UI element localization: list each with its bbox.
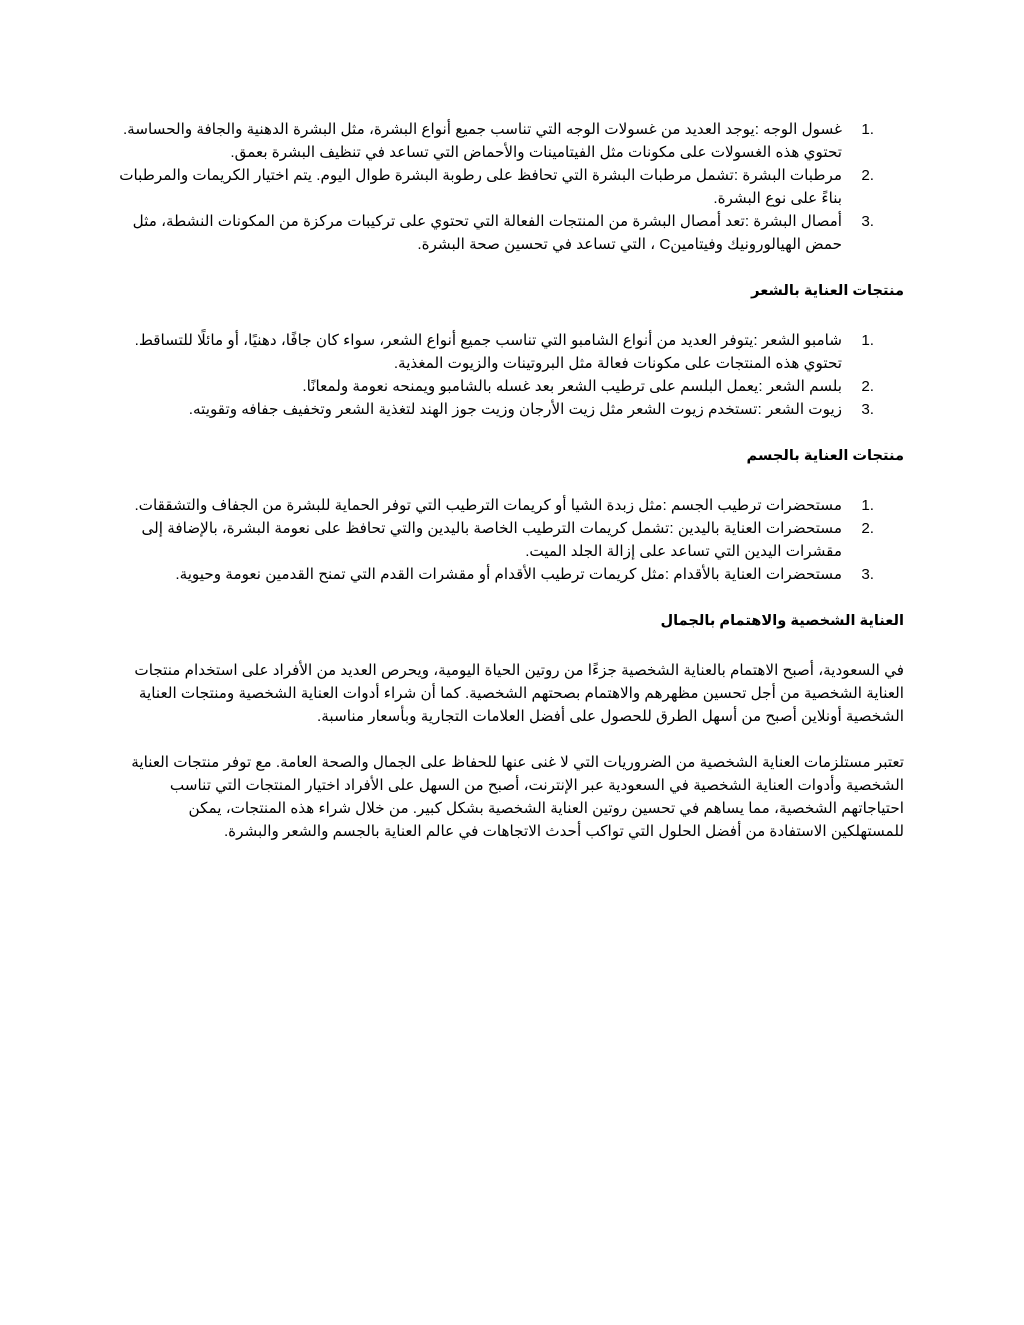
list-item (118, 563, 904, 586)
paragraph: تعتبر مستلزمات العناية الشخصية من الضروريات التي لا غنى عنها للحفاظ على الجمال والصحة العامة. مع توفر منتجات العناية الشخصية وأدوات العناية الشخصية في السعودية عبر الإنترنت، أصبح من السهل على الأفراد اختيار المنتجات التي تناسب احتياجاتهم الشخصية، مما يساهم في تحسين روتين العناية الشخصية بشكل كبير. من خلال شراء هذه المنتجات، يمكن للمستهلكين الاستفادة من أفضل الحلول التي تواكب أحدث الاتجاهات في عالم العناية بالجسم والشعر والبشرة. (131, 754, 904, 840)
hair-care-list (118, 329, 904, 421)
list-item (118, 118, 904, 164)
body-care-list (118, 494, 904, 586)
document-page (118, 118, 904, 843)
list-item-text: مستحضرات ترطيب الجسم :مثل زبدة الشيا أو كريمات الترطيب التي توفر الحماية للبشرة من الجفاف والتشققات. (134, 497, 842, 514)
skin-care-list (118, 118, 904, 256)
list-number: 2. (861, 378, 874, 395)
list-item-text: أمصال البشرة :تعد أمصال البشرة من المنتجات الفعالة التي تحتوي على تركيبات مركزة من المكونات النشطة، مثل حمض الهيالورونيك وفيتامينC ، التي تساعد في تحسين صحة البشرة. (132, 213, 842, 253)
list-number: 2. (861, 520, 874, 537)
list-number: 1. (861, 497, 874, 514)
personal-care-heading: العناية الشخصية والاهتمام بالجمال (660, 613, 904, 629)
list-number: 3. (861, 401, 874, 418)
list-number: 2. (861, 167, 874, 184)
list-item (118, 494, 904, 517)
list-item-text: زيوت الشعر :تستخدم زيوت الشعر مثل زيت الأرجان وزيت جوز الهند لتغذية الشعر وتخفيف جفافه وتقويته. (188, 401, 842, 418)
hair-care-heading: منتجات العناية بالشعر (751, 283, 904, 299)
list-number: 1. (861, 332, 874, 349)
paragraph: في السعودية، أصبح الاهتمام بالعناية الشخصية جزءًا من روتين الحياة اليومية، ويحرص العديد من الأفراد على استخدام منتجات العناية الشخصية من أجل تحسين مظهرهم والاهتمام بصحتهم الشخصية. كما أن شراء أدوات العناية الشخصية ومنتجات العناية الشخصية أونلاين أصبح من أسهل الطرق للحصول على أفضل العلامات التجارية وبأسعار مناسبة. (134, 662, 904, 725)
list-item (118, 210, 904, 256)
list-number: 1. (861, 121, 874, 138)
list-number: 3. (861, 213, 874, 230)
list-item-text: مستحضرات العناية باليدين :تشمل كريمات الترطيب الخاصة باليدين والتي تحافظ على نعومة البشرة، بالإضافة إلى مقشرات اليدين التي تساعد على إزالة الجلد الميت. (141, 520, 842, 560)
list-item-text: مستحضرات العناية بالأقدام :مثل كريمات ترطيب الأقدام أو مقشرات القدم التي تمنح القدمين نعومة وحيوية. (175, 566, 842, 583)
list-number: 3. (861, 566, 874, 583)
list-item (118, 375, 904, 398)
body-care-heading: منتجات العناية بالجسم (746, 448, 904, 464)
list-item (118, 329, 904, 375)
list-item (118, 164, 904, 210)
list-item (118, 517, 904, 563)
list-item-text: مرطبات البشرة :تشمل مرطبات البشرة التي تحافظ على رطوبة البشرة طوال اليوم. يتم اختيار الكريمات والمرطبات بناءً على نوع البشرة. (119, 167, 842, 207)
list-item-text: شامبو الشعر :يتوفر العديد من أنواع الشامبو التي تناسب جميع أنواع الشعر، سواء كان جافًا، دهنيًا، أو مائلًا للتساقط. تحتوي هذه المنتجات على مكونات فعالة مثل البروتينات والزيوت المغذية. (134, 332, 842, 372)
list-item (118, 398, 904, 421)
list-item-text: غسول الوجه :يوجد العديد من غسولات الوجه التي تناسب جميع أنواع البشرة، مثل البشرة الدهنية والجافة والحساسة. تحتوي هذه الغسولات على مكونات مثل الفيتامينات والأحماض التي تساعد في تنظيف البشرة بعمق. (122, 121, 842, 161)
list-item-text: بلسم الشعر :يعمل البلسم على ترطيب الشعر بعد غسله بالشامبو ويمنحه نعومة ولمعانًا. (302, 378, 842, 395)
